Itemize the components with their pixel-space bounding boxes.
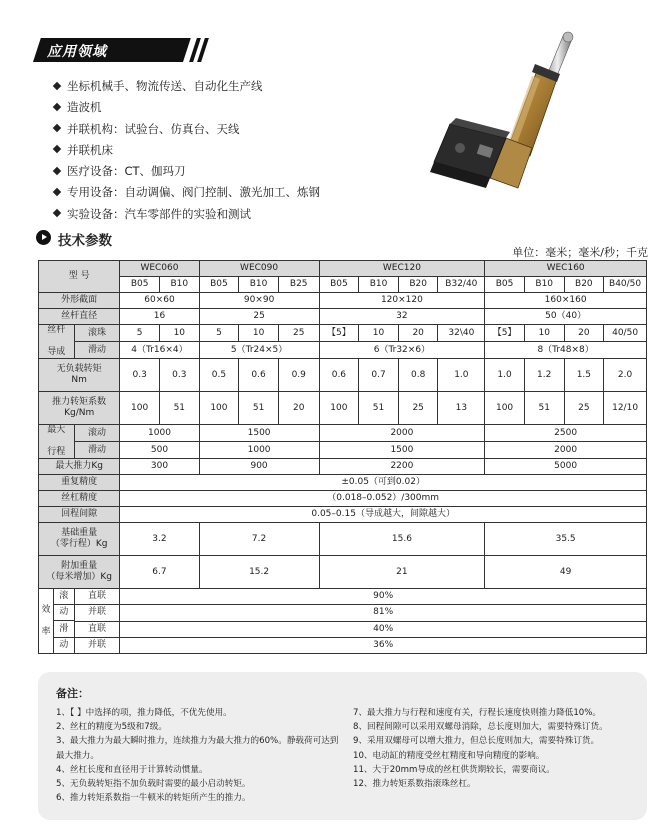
table-cell: 35.5 (485, 523, 647, 556)
table-row (39, 325, 647, 342)
row-label: 丝杆 导成 (39, 325, 75, 359)
submodel-cell: B32/40 (438, 277, 485, 293)
table-cell: 50（40） (485, 309, 647, 325)
row-label: 附加重量 （每米增加）Kg (39, 556, 120, 589)
model-wec090: WEC090 (199, 261, 319, 277)
row-sublabel: 滑 (54, 621, 74, 637)
list-item: 医疗设备：CT、伽玛刀 (54, 161, 320, 182)
notes-left-column (56, 706, 346, 805)
table-row (39, 309, 647, 325)
table-cell: 2200 (319, 459, 485, 475)
row-label: 无负载转矩 Nm (39, 359, 120, 392)
table-row (39, 475, 647, 491)
table-row (39, 621, 647, 637)
diamond-bullet-icon (53, 81, 61, 89)
diamond-bullet-icon (53, 103, 61, 111)
table-cell: 0.05–0.15（导成越大，间隙越大） (120, 507, 647, 523)
spec-table (38, 260, 647, 654)
table-cell: 40/50 (604, 325, 647, 342)
note-item: 4、丝杠长度和直径用于计算转动惯量。 (56, 764, 208, 775)
submodel-cell: B10 (524, 277, 564, 293)
list-item: 专用设备：自动调偏、阀门控制、激光加工、炼钢 (54, 182, 320, 203)
diamond-bullet-icon (53, 166, 61, 174)
table-cell: 21 (319, 556, 485, 589)
table-cell: 0.8 (398, 359, 438, 392)
play-circle-icon (36, 230, 51, 245)
table-cell: 7.2 (199, 523, 319, 556)
table-cell: 15.2 (199, 556, 319, 589)
table-cell: 6.7 (120, 556, 199, 589)
table-row (39, 523, 647, 556)
table-cell: 20 (398, 325, 438, 342)
table-row (39, 491, 647, 507)
row-label: 效 率 (39, 589, 54, 653)
table-row (39, 507, 647, 523)
submodel-cell: B40/50 (604, 277, 647, 293)
row-sublabel: 滑动 (74, 442, 120, 459)
table-cell: 2000 (319, 425, 485, 442)
note-item: 10、电动缸的精度受丝杠精度和导向精度的影响。 (353, 750, 545, 761)
table-row (39, 261, 647, 277)
table-row (39, 637, 647, 653)
row-label: 推力转矩系数 Kg/Nm (39, 392, 120, 425)
table-cell: 120×120 (319, 293, 485, 309)
row-sublabel: 动 (54, 605, 74, 621)
table-cell: 1.5 (564, 359, 604, 392)
table-row (39, 605, 647, 621)
table-cell: 3.2 (120, 523, 199, 556)
table-cell: ±0.05（可到0.02） (120, 475, 647, 491)
table-cell: 【5】 (485, 325, 525, 342)
diamond-bullet-icon (53, 209, 61, 217)
list-item: 造波机 (54, 97, 320, 118)
note-item: 5、无负载转矩指不加负载时需要的最小启动转矩。 (56, 779, 251, 790)
submodel-cell: B05 (120, 277, 160, 293)
table-cell: 0.7 (359, 359, 399, 392)
row-label: 丝杆直径 (39, 309, 120, 325)
model-header: 型 号 (39, 261, 120, 293)
table-cell: 15.6 (319, 523, 485, 556)
note-item: 8、回程间隙可以采用双螺母消除，总长度则加大，需要特殊订货。 (353, 722, 608, 733)
table-cell: 500 (120, 442, 199, 459)
table-cell: 36% (120, 637, 647, 653)
table-cell: 0.6 (239, 359, 279, 392)
table-cell: 2500 (485, 425, 647, 442)
note-item: 2、丝杠的精度为5级和7级。 (56, 722, 167, 733)
table-cell: 81% (120, 605, 647, 621)
row-sublabel: 滚动 (74, 425, 120, 442)
submodel-cell: B05 (319, 277, 359, 293)
note-item: 9、采用双螺母可以增大推力，但总长度则加大，需要特殊订货。 (353, 736, 600, 747)
table-cell: 0.3 (159, 359, 199, 392)
table-cell: 10 (239, 325, 279, 342)
row-sublabel: 并联 (74, 605, 120, 621)
model-wec120: WEC120 (319, 261, 485, 277)
row-label: 最大推力Kg (39, 459, 120, 475)
table-cell: 25 (564, 392, 604, 425)
table-cell: （0.018–0.052）/300mm (120, 491, 647, 507)
table-cell: 5 (120, 325, 160, 342)
table-cell: 1000 (120, 425, 199, 442)
table-cell: 51 (239, 392, 279, 425)
row-label: 外形截面 (39, 293, 120, 309)
units-label: 单位：毫米；毫米/秒；千克 (512, 246, 648, 259)
table-cell: 51 (359, 392, 399, 425)
submodel-cell: B10 (239, 277, 279, 293)
table-cell: 32\40 (438, 325, 485, 342)
row-sublabel: 滚 (54, 589, 74, 605)
table-cell: 100 (199, 392, 239, 425)
table-cell: 16 (120, 309, 199, 325)
table-cell: 0.3 (120, 359, 160, 392)
row-label: 基础重量 （零行程）Kg (39, 523, 120, 556)
table-cell: 5 (199, 325, 239, 342)
table-cell: 0.6 (319, 359, 359, 392)
table-cell: 160×160 (485, 293, 647, 309)
table-cell: 60×60 (120, 293, 199, 309)
table-cell: 10 (159, 325, 199, 342)
submodel-cell: B10 (359, 277, 399, 293)
table-cell: 20 (278, 392, 319, 425)
table-cell: 90×90 (199, 293, 319, 309)
row-label: 丝杠精度 (39, 491, 120, 507)
table-cell: 49 (485, 556, 647, 589)
efficiency-label-block (39, 589, 75, 654)
table-row (39, 392, 647, 425)
table-cell: 1.2 (524, 359, 564, 392)
table-cell: 12/10 (604, 392, 647, 425)
note-item: 1、【 】中选择的项，推力降低，不优先使用。 (56, 708, 232, 718)
note-item: 12、推力转矩系数指滚珠丝杠。 (353, 779, 476, 790)
submodel-cell: B20 (564, 277, 604, 293)
list-item: 实验设备：汽车零部件的实验和测试 (54, 204, 320, 225)
table-cell: 2000 (485, 442, 647, 459)
table-cell: 6（Tr32×6） (319, 342, 485, 359)
table-row (39, 459, 647, 475)
list-item: 并联机构：试验台、仿真台、天线 (54, 119, 320, 140)
table-cell: 2.0 (604, 359, 647, 392)
table-cell: 51 (524, 392, 564, 425)
table-row (39, 442, 647, 459)
table-row (39, 293, 647, 309)
table-cell: 1500 (319, 442, 485, 459)
table-cell: 100 (120, 392, 160, 425)
table-cell: 0.9 (278, 359, 319, 392)
table-cell: 5（Tr24×5） (199, 342, 319, 359)
diamond-bullet-icon (53, 145, 61, 153)
applications-title: 应用领域 (47, 44, 107, 60)
note-item: 6、推力转矩系数指一牛顿米的转矩所产生的推力。 (56, 793, 251, 804)
table-cell: 20 (564, 325, 604, 342)
table-cell: 300 (120, 459, 199, 475)
table-cell: 1500 (199, 425, 319, 442)
table-cell: 25 (278, 325, 319, 342)
table-cell: 25 (398, 392, 438, 425)
table-cell: 25 (199, 309, 319, 325)
table-cell: 900 (199, 459, 319, 475)
table-row (39, 342, 647, 359)
row-sublabel: 直联 (74, 621, 120, 637)
submodel-cell: B10 (159, 277, 199, 293)
row-sublabel: 直联 (74, 589, 120, 605)
table-cell: 40% (120, 621, 647, 637)
table-cell: 100 (485, 392, 525, 425)
table-cell: 0.5 (199, 359, 239, 392)
table-row (39, 277, 647, 293)
row-sublabel: 并联 (74, 637, 120, 653)
applications-list (54, 76, 320, 225)
list-item: 并联机床 (54, 140, 320, 161)
table-row (39, 359, 647, 392)
table-cell: 1.0 (485, 359, 525, 392)
notes-title: 备注： (56, 687, 89, 700)
table-cell: 【5】 (319, 325, 359, 342)
table-cell: 1.0 (438, 359, 485, 392)
row-sublabel: 滚珠 (74, 325, 120, 342)
submodel-cell: B20 (398, 277, 438, 293)
table-cell: 51 (159, 392, 199, 425)
section-banner-applications (33, 38, 213, 62)
table-cell: 5000 (485, 459, 647, 475)
table-cell: 10 (359, 325, 399, 342)
submodel-cell: B05 (199, 277, 239, 293)
table-cell: 1000 (199, 442, 319, 459)
row-label: 重复精度 (39, 475, 120, 491)
diamond-bullet-icon (53, 188, 61, 196)
table-row (39, 425, 647, 442)
model-wec060: WEC060 (120, 261, 199, 277)
table-cell: 32 (319, 309, 485, 325)
table-cell: 10 (524, 325, 564, 342)
note-item: 7、最大推力与行程和速度有关，行程长速度快则推力降低10%。 (353, 708, 602, 718)
table-row (39, 589, 647, 605)
table-cell: 90% (120, 589, 647, 605)
list-item: 坐标机械手、物流传送、自动化生产线 (54, 76, 320, 97)
row-sublabel: 滑动 (74, 342, 120, 359)
note-item: 3、最大推力为最大瞬时推力，连续推力为最大推力的60%。静载荷可达到最大推力。 (56, 736, 339, 761)
electric-cylinder-image (420, 28, 620, 198)
table-cell: 100 (319, 392, 359, 425)
submodel-cell: B25 (278, 277, 319, 293)
specs-title: 技术参数 (58, 233, 112, 249)
table-cell: 8（Tr48×8） (485, 342, 647, 359)
row-label: 最大 行程 (39, 425, 75, 459)
table-row (39, 556, 647, 589)
note-item: 11、大于20mm导成的丝杠供货期较长，需要商议。 (353, 764, 555, 775)
row-sublabel: 动 (59, 639, 69, 650)
notes-panel (38, 672, 647, 820)
row-label: 回程间隙 (39, 507, 120, 523)
submodel-cell: B05 (485, 277, 525, 293)
model-wec160: WEC160 (485, 261, 647, 277)
table-cell: 4（Tr16×4） (120, 342, 199, 359)
notes-right-column (353, 706, 638, 791)
diamond-bullet-icon (53, 124, 61, 132)
table-cell: 13 (438, 392, 485, 425)
